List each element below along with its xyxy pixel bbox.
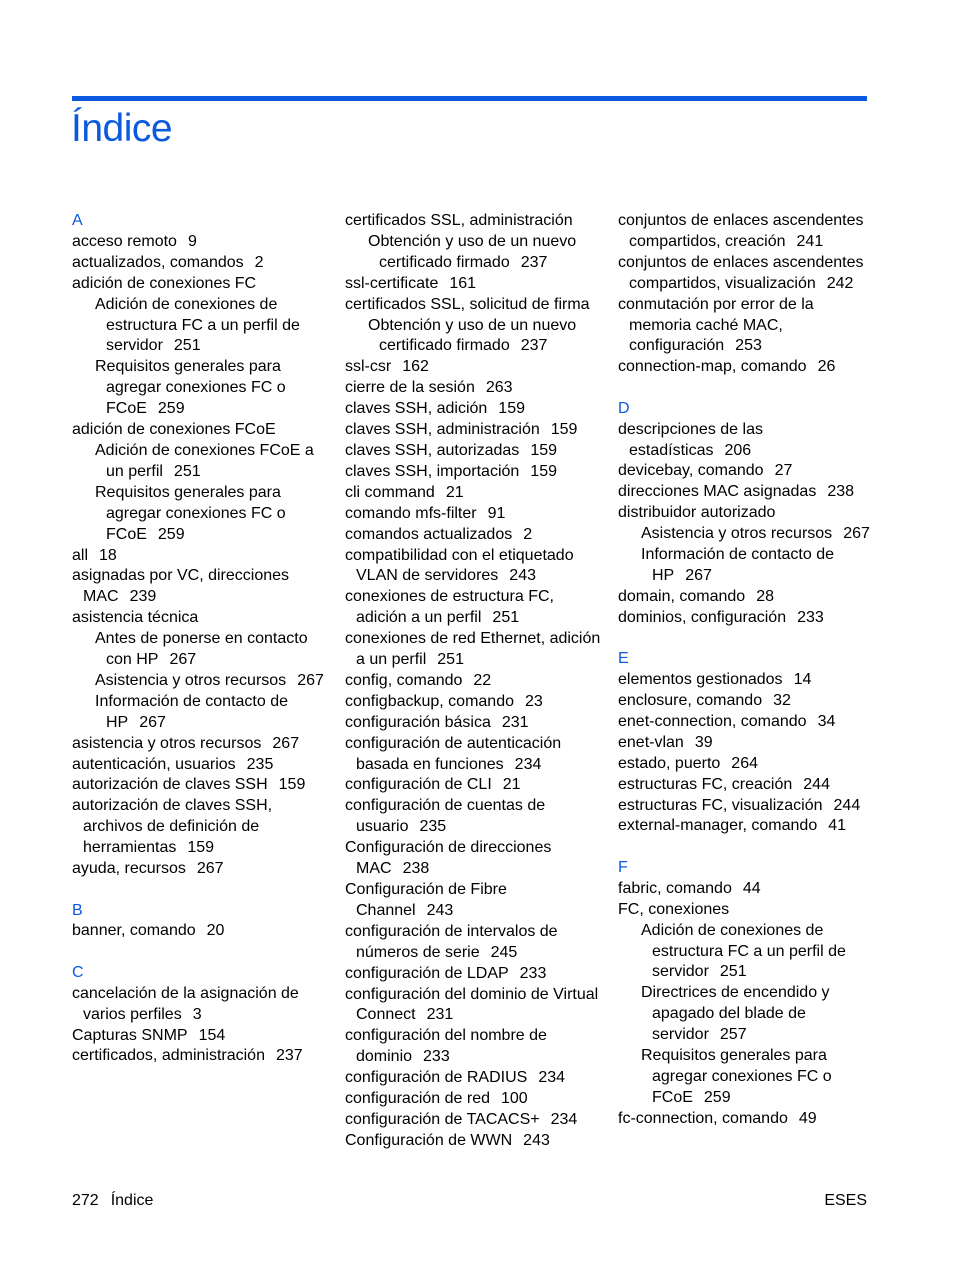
entry-term: certificados, administración [72,1047,265,1065]
index-entry [618,357,880,378]
index-entry [618,775,880,796]
index-entry [345,525,607,546]
index-entry [618,503,880,524]
index-entry [618,211,880,253]
entry-term: conmutación por error de la memoria caché MAC, configuración [618,295,814,355]
entry-term: enet-vlan [618,733,684,751]
entry-term: asistencia técnica [72,609,199,627]
index-entry [618,796,880,817]
entry-term: Adición de conexiones de estructura FC a un perfil de servidor [641,921,846,981]
index-entry [345,504,607,525]
entry-term: all [72,546,89,564]
footer-page-number: 272 [72,1192,99,1209]
entry-term: ssl-csr [345,358,392,376]
index-entry [72,546,334,567]
entry-page-number: 259 [157,525,185,543]
entry-term: autenticación, usuarios [72,755,236,773]
index-subentry [345,316,607,358]
entry-page-number: 243 [426,901,454,919]
index-column-2 [345,211,607,1152]
entry-page-number: 264 [731,754,758,772]
entry-page-number: 235 [419,818,447,836]
entry-page-number: 161 [449,274,477,292]
entry-page-number: 154 [198,1026,226,1044]
entry-page-number: 233 [797,608,824,626]
entry-page-number: 2 [254,253,264,271]
entry-page-number: 21 [502,776,521,794]
entry-page-number: 231 [501,713,529,731]
index-entry [618,295,880,358]
entry-term: ayuda, recursos [72,860,186,878]
index-subentry [345,232,607,274]
entry-term: estructuras FC, visualización [618,796,823,814]
index-subentry [72,295,334,358]
entry-term: acceso remoto [72,232,177,250]
entry-page-number: 44 [742,879,761,897]
index-entry [345,1131,607,1152]
entry-term: configuración de TACACS+ [345,1110,540,1128]
index-entry [345,1068,607,1089]
entry-term: conjuntos de enlaces ascendentes compartidos, visualización [618,253,864,292]
index-subentry [72,441,334,483]
index-column-3 [618,211,880,1130]
entry-page-number: 159 [187,839,215,857]
index-entry [618,420,880,462]
index-entry [345,274,607,295]
entry-page-number: 26 [817,358,836,376]
index-entry [72,274,334,295]
index-entry [345,985,607,1027]
entry-page-number: 231 [426,1006,454,1024]
entry-term: configuración del dominio de Virtual Connect [345,985,599,1024]
entry-term: conexiones de estructura FC, adición a un perfil [345,588,554,627]
entry-page-number: 267 [297,671,324,689]
index-entry [72,921,334,942]
entry-term: certificados SSL, administración [345,212,573,229]
entry-term: autorización de claves SSH [72,776,268,794]
index-entry [345,629,607,671]
entry-page-number: 257 [719,1026,747,1044]
index-entry [618,608,880,629]
entry-page-number: 267 [196,860,224,878]
entry-page-number: 233 [519,964,547,982]
entry-term: Obtención y uso de un nuevo certificado firmado [368,232,577,271]
entry-term: configuración de LDAP [345,964,509,982]
index-subentry [618,921,880,984]
entry-term: estado, puerto [618,754,721,772]
entry-term: Antes de ponerse en contacto con HP [95,630,308,669]
entry-term: claves SSH, autorizadas [345,441,520,459]
index-subentry [618,1046,880,1109]
entry-term: FC, conexiones [618,900,730,918]
footer-locale: ESES [824,1192,867,1209]
entry-term: compatibilidad con el etiquetado VLAN de servidores [345,546,574,585]
entry-term: configuración de cuentas de usuario [345,797,546,836]
index-entry [618,712,880,733]
index-entry [345,796,607,838]
index-subentry [618,983,880,1046]
index-entry [345,964,607,985]
index-entry [345,692,607,713]
index-subentry [72,357,334,420]
index-subentry [72,671,334,692]
entry-page-number: 259 [157,400,185,418]
entry-page-number: 162 [402,358,429,376]
entry-page-number: 3 [192,1005,202,1023]
page-title: Índice [71,107,173,150]
entry-term: Requisitos generales para agregar conexiones FC o FCoE [641,1047,832,1106]
entry-term: adición de conexiones FC [72,274,257,292]
entry-term: Información de contacto de HP [641,546,835,584]
entry-term: conexiones de red Ethernet, adición a un perfil [345,630,601,669]
index-entry [618,587,880,608]
index-entry [345,671,607,692]
entry-term: configuración básica [345,713,491,731]
entry-term: autorización de claves SSH, archivos de definición de herramientas [72,797,273,857]
footer-section: Índice [110,1192,154,1209]
entry-term: domain, comando [618,587,746,605]
entry-page-number: 234 [550,1110,578,1128]
entry-page-number: 267 [272,734,300,752]
section-letter: E [618,650,629,668]
entry-term: Asistencia y otros recursos [641,525,833,543]
entry-page-number: 159 [278,776,306,794]
entry-page-number: 9 [187,232,197,250]
entry-page-number: 239 [129,588,157,606]
index-entry [72,1046,334,1067]
entry-page-number: 267 [685,567,712,584]
entry-page-number: 18 [99,546,117,564]
entry-page-number: 237 [275,1047,303,1065]
entry-term: Adición de conexiones de estructura FC a un perfil de servidor [95,295,300,355]
index-subentry [618,545,880,587]
index-entry [72,755,334,776]
entry-page-number: 267 [139,713,166,731]
index-entry [618,482,880,503]
entry-term: external-manager, comando [618,817,818,835]
index-entry [345,734,607,776]
entry-page-number: 238 [827,483,855,501]
entry-page-number: 243 [523,1131,550,1149]
entry-term: Configuración de WWN [345,1131,513,1149]
entry-page-number: 2 [523,525,533,543]
entry-page-number: 244 [833,796,861,814]
index-entry [72,1026,334,1047]
entry-term: config, comando [345,671,463,689]
index-entry [345,462,607,483]
entry-page-number: 251 [173,462,201,480]
index-entry [72,859,334,880]
index-subentry [618,524,880,545]
index-entry [72,420,334,441]
entry-page-number: 159 [498,400,525,418]
index-entry [618,900,880,921]
index-entry [345,587,607,629]
index-entry [345,295,607,316]
entry-page-number: 23 [525,692,543,710]
entry-term: configuración de intervalos de números de serie [345,922,558,961]
entry-page-number: 259 [703,1088,731,1106]
footer-left [72,1191,153,1211]
index-entry [345,1110,607,1131]
entry-page-number: 91 [487,504,506,522]
entry-term: Adición de conexiones FCoE a un perfil [95,441,314,480]
index-entry [345,1026,607,1068]
entry-page-number: 39 [694,733,713,751]
entry-term: Información de contacto de HP [95,692,289,731]
index-entry [72,984,334,1026]
index-entry [72,608,334,629]
entry-page-number: 32 [773,692,791,710]
entry-page-number: 251 [719,963,747,981]
entry-term: fc-connection, comando [618,1109,788,1127]
index-entry [618,253,880,295]
entry-page-number: 14 [793,671,812,689]
entry-page-number: 20 [206,922,225,940]
entry-page-number: 34 [817,712,836,730]
index-entry [618,816,880,837]
entry-term: configuración de RADIUS [345,1069,528,1087]
entry-page-number: 28 [756,587,774,605]
index-entry [72,775,334,796]
index-subentry [72,629,334,671]
entry-term: conjuntos de enlaces ascendentes compartidos, creación [618,212,864,250]
entry-term: connection-map, comando [618,358,807,376]
index-entry [345,546,607,588]
entry-term: asignadas por VC, direcciones MAC [72,567,290,606]
entry-term: estructuras FC, creación [618,775,793,793]
entry-term: Requisitos generales para agregar conexiones FC o FCoE [95,483,286,543]
entry-page-number: 263 [485,379,513,397]
index-entry [345,378,607,399]
index-entry [345,357,607,378]
entry-term: Obtención y uso de un nuevo certificado firmado [368,316,577,355]
index-entry [345,211,607,232]
entry-page-number: 22 [473,671,492,689]
index-subentry [72,692,334,734]
entry-term: dominios, configuración [618,608,787,626]
entry-term: adición de conexiones FCoE [72,421,276,439]
entry-term: configuración de red [345,1090,490,1108]
entry-page-number: 237 [520,337,548,355]
entry-page-number: 253 [735,337,762,355]
entry-term: Configuración de direcciones MAC [345,839,552,878]
entry-page-number: 234 [514,755,542,773]
entry-term: claves SSH, administración [345,421,540,439]
entry-page-number: 27 [774,462,793,480]
index-entry [345,420,607,441]
entry-page-number: 241 [796,232,824,250]
entry-page-number: 242 [826,274,854,292]
entry-term: Configuración de Fibre Channel [345,881,507,919]
entry-term: cancelación de la asignación de varios perfiles [72,984,299,1023]
entry-page-number: 100 [500,1090,528,1108]
entry-page-number: 159 [550,421,578,439]
index-entry [618,461,880,482]
index-entry [345,922,607,964]
entry-term: comando mfs-filter [345,504,477,522]
entry-term: Asistencia y otros recursos [95,671,287,689]
entry-term: certificados SSL, solicitud de firma [345,295,590,313]
entry-term: actualizados, comandos [72,253,244,271]
entry-term: Capturas SNMP [72,1026,188,1044]
index-entry [345,838,607,880]
index-entry [345,880,607,922]
index-entry [345,775,607,796]
entry-page-number: 267 [169,651,197,669]
entry-term: cierre de la sesión [345,379,475,397]
entry-page-number: 243 [509,567,536,585]
index-entry [618,879,880,900]
header-rule [72,96,867,101]
entry-term: comandos actualizados [345,525,513,543]
entry-term: claves SSH, importación [345,462,520,480]
entry-term: direcciones MAC asignadas [618,483,817,501]
index-entry [72,734,334,755]
index-entry [72,566,334,608]
entry-page-number: 245 [490,943,518,961]
index-entry [618,754,880,775]
section-letter: B [72,901,83,919]
entry-page-number: 206 [724,441,752,459]
entry-page-number: 235 [246,755,274,773]
entry-page-number: 267 [843,525,870,543]
index-entry [618,670,880,691]
entry-page-number: 233 [423,1048,450,1066]
entry-term: descripciones de las estadísticas [618,420,763,459]
entry-term: configuración de autenticación basada en funciones [345,734,562,773]
index-entry [72,232,334,253]
index-entry [345,713,607,734]
index-entry [345,441,607,462]
entry-page-number: 251 [492,609,520,627]
entry-term: ssl-certificate [345,274,439,292]
index-column-1 [72,211,334,1067]
index-entry [618,733,880,754]
entry-page-number: 49 [798,1109,817,1127]
index-entry [345,483,607,504]
entry-term: enclosure, comando [618,692,763,710]
entry-term: enet-connection, comando [618,712,807,730]
entry-term: configbackup, comando [345,692,514,710]
index-entry [618,691,880,712]
entry-term: asistencia y otros recursos [72,734,262,752]
entry-term: claves SSH, adición [345,400,488,418]
entry-page-number: 234 [538,1069,566,1087]
index-entry [72,253,334,274]
entry-term: Requisitos generales para agregar conexiones FC o FCoE [95,358,286,418]
entry-term: devicebay, comando [618,462,764,480]
entry-term: configuración del nombre de dominio [345,1027,547,1066]
index-entry [72,796,334,859]
entry-page-number: 159 [530,441,558,459]
entry-page-number: 251 [437,651,464,669]
section-letter: D [618,399,630,417]
entry-term: Directrices de encendido y apagado del blade de servidor [641,984,830,1044]
entry-term: configuración de CLI [345,776,492,794]
entry-term: cli command [345,483,435,501]
entry-term: banner, comando [72,922,196,940]
entry-page-number: 41 [828,817,847,835]
entry-page-number: 238 [402,860,430,878]
entry-term: distribuidor autorizado [618,504,776,522]
section-letter: C [72,963,84,981]
index-entry [345,399,607,420]
entry-page-number: 21 [445,483,464,501]
section-letter: F [618,858,628,876]
entry-page-number: 237 [520,253,548,271]
index-entry [618,1109,880,1130]
entry-page-number: 159 [530,462,557,480]
index-entry [345,1089,607,1110]
index-subentry [72,483,334,546]
entry-page-number: 244 [803,775,830,793]
entry-term: fabric, comando [618,879,732,897]
entry-term: elementos gestionados [618,671,783,689]
entry-page-number: 251 [173,337,201,355]
section-letter: A [72,212,83,229]
